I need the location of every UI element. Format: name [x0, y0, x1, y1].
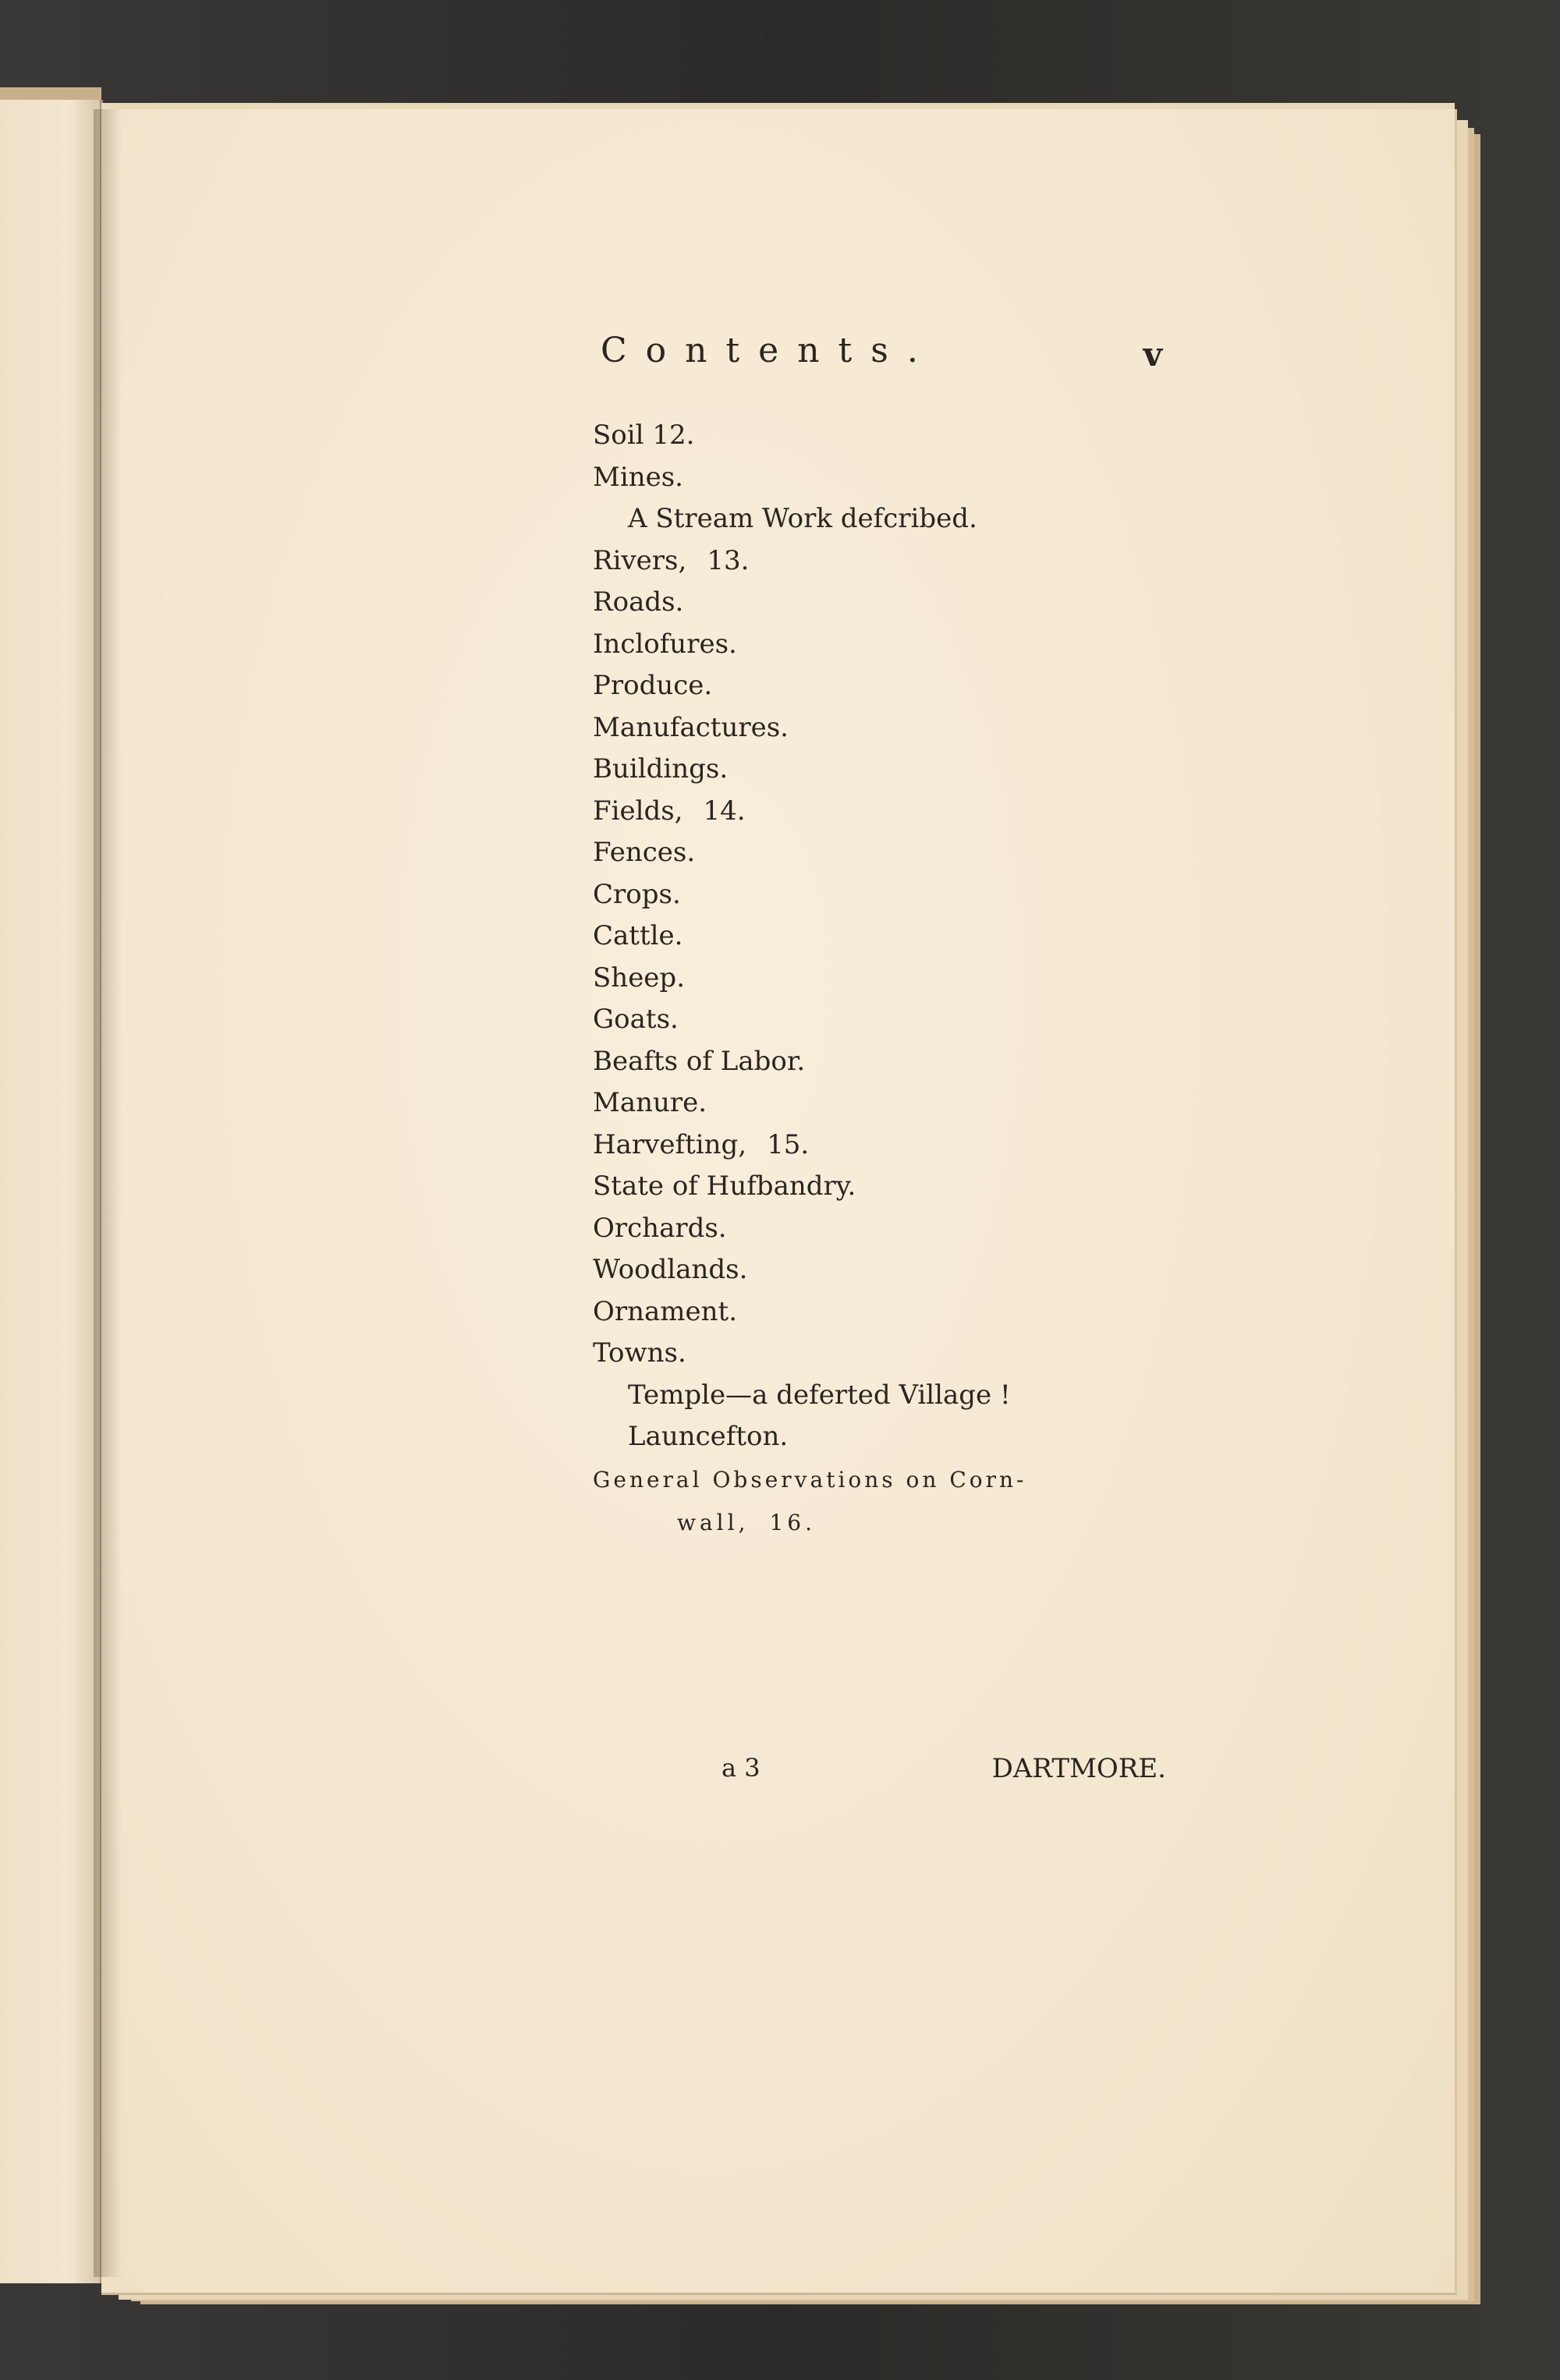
- contents-general-continuation: [593, 1502, 1186, 1544]
- left-facing-page: [0, 100, 103, 2283]
- entry-text: Fences.: [593, 837, 696, 868]
- contents-subentry: [593, 1416, 1186, 1458]
- entry-text: Orchards.: [593, 1212, 727, 1244]
- entry-page-number: 15.: [767, 1128, 810, 1160]
- contents-general-heading: [593, 1458, 1186, 1502]
- entry-text: Manufactures.: [593, 711, 789, 743]
- entry-text: wall,: [677, 1509, 750, 1535]
- contents-entry: [593, 707, 1186, 749]
- contents-entry: [593, 582, 1186, 624]
- running-title: Contents.: [601, 331, 937, 370]
- entry-text: Towns.: [593, 1337, 686, 1369]
- contents-entry: [593, 874, 1186, 916]
- contents-entry: [593, 1082, 1186, 1124]
- contents-entry: [593, 916, 1186, 958]
- entry-text: Fields,: [593, 795, 683, 827]
- contents-entry: [593, 1124, 1186, 1167]
- catchword: DARTMORE.: [991, 1753, 1166, 1784]
- entry-text: Buildings.: [593, 753, 729, 784]
- contents-entry: [593, 999, 1186, 1041]
- contents-entry: [593, 665, 1186, 707]
- contents-entry: [593, 457, 1186, 499]
- page-footer: [722, 1753, 1166, 1792]
- gutter-shadow: [94, 109, 122, 2277]
- entry-text: Launcefton.: [628, 1421, 789, 1452]
- entry-text: Crops.: [593, 878, 681, 910]
- entry-page-number: 13.: [707, 544, 750, 576]
- contents-entry: [593, 1166, 1186, 1208]
- entry-text: State of Hufbandry.: [593, 1171, 856, 1202]
- contents-entry: [593, 540, 1186, 583]
- entry-text: Beafts of Labor.: [593, 1045, 806, 1077]
- entry-page-number: 14.: [703, 795, 746, 827]
- page-number: v: [1143, 335, 1162, 374]
- entry-text: Ornament.: [593, 1295, 738, 1327]
- entry-text: Inclofures.: [593, 628, 737, 660]
- contents-list: [593, 415, 1186, 1543]
- signature-mark: a 3: [722, 1753, 760, 1783]
- contents-entry: [593, 1249, 1186, 1291]
- entry-text: Goats.: [593, 1004, 679, 1035]
- entry-text: Woodlands.: [593, 1254, 748, 1285]
- entry-text: Temple—a deferted Village !: [628, 1379, 1011, 1411]
- entry-text: Rivers,: [593, 544, 687, 576]
- entry-text: Produce.: [593, 670, 713, 701]
- entry-text: Manure.: [593, 1087, 707, 1118]
- contents-entry: [593, 415, 1186, 457]
- contents-entry: [593, 958, 1186, 1000]
- entry-text: General Observations on Corn-: [593, 1466, 1027, 1493]
- contents-subentry: [593, 498, 1186, 540]
- entry-text: A Stream Work defcribed.: [628, 503, 977, 534]
- entry-text: Mines.: [593, 461, 683, 493]
- entry-text: Harvefting,: [593, 1128, 747, 1160]
- entry-page-number: 16.: [769, 1509, 817, 1535]
- contents-entry: [593, 1041, 1186, 1083]
- running-header: [601, 331, 1162, 385]
- entry-text: Roads.: [593, 586, 684, 618]
- contents-entry: [593, 749, 1186, 791]
- contents-entry: [593, 832, 1186, 874]
- entry-text: Soil 12.: [593, 420, 695, 451]
- entry-text: Cattle.: [593, 920, 683, 951]
- contents-entry: [593, 791, 1186, 833]
- contents-entry: [593, 1291, 1186, 1333]
- entry-text: Sheep.: [593, 962, 686, 993]
- contents-subentry: [593, 1375, 1186, 1417]
- contents-entry: [593, 624, 1186, 666]
- contents-entry: [593, 1208, 1186, 1250]
- contents-entry: [593, 1333, 1186, 1375]
